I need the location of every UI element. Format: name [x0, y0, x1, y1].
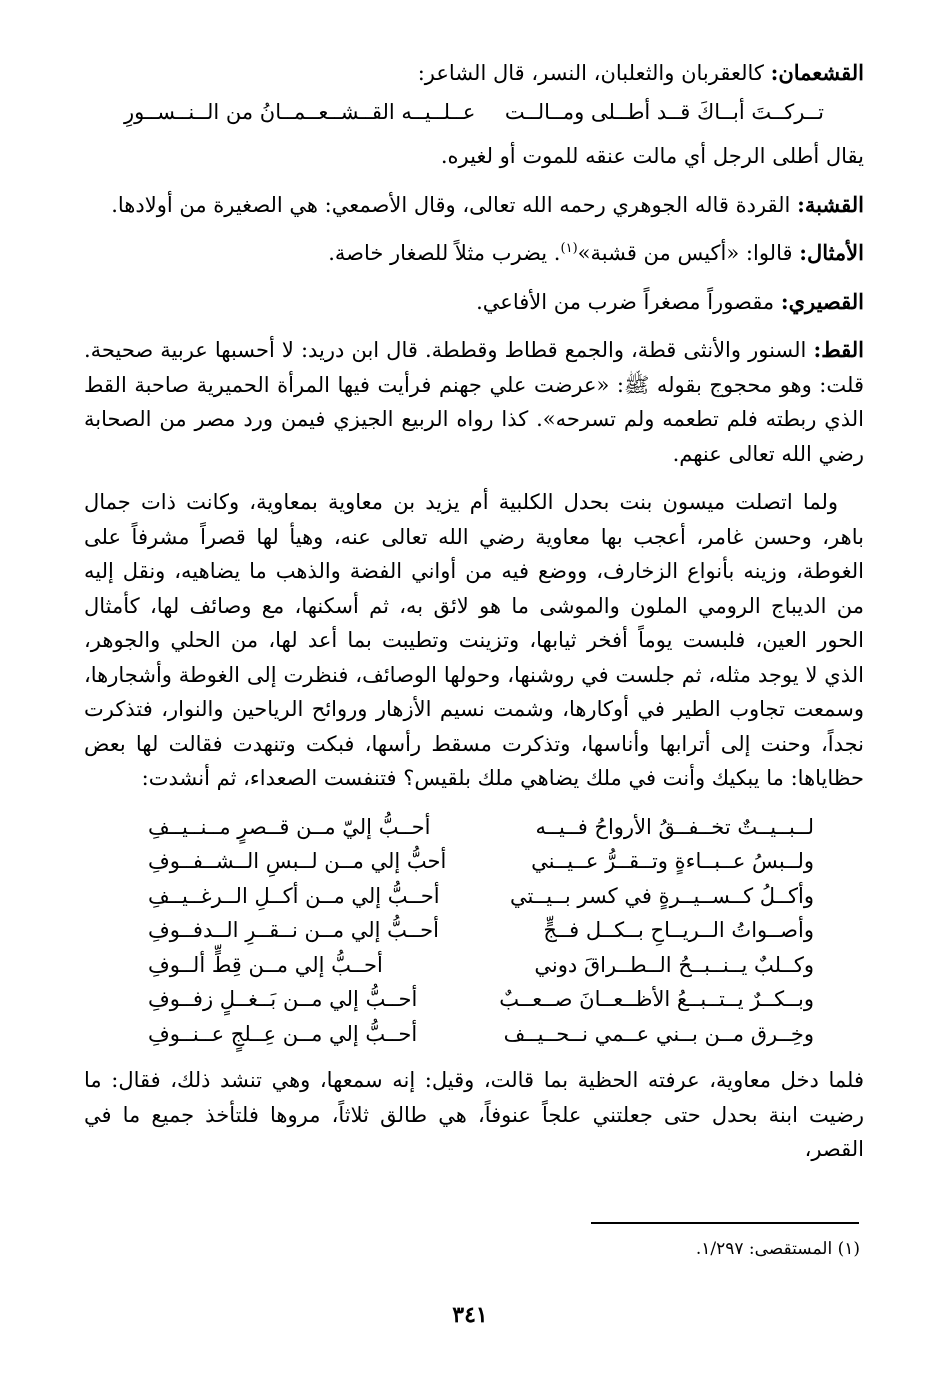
- entry-text: قالوا: «أكيس من قشبة»: [577, 241, 800, 265]
- verse-second-hemistich: عــلــيــه القــشــعــمــانُ من الــنــســورِ: [124, 99, 476, 124]
- poem-second-hemistich: أحــبُّ إلي مــن عِــلجٍ عــنــوفِ: [148, 1021, 418, 1046]
- entry-term: القط:: [813, 337, 864, 362]
- poem-second-hemistich: أحبُّ إلي مــن لــبسِ الــشــفــوفِ: [148, 849, 447, 873]
- entry-text: السنور والأنثى قطة، والجمع قطاط وقططة. قال ابن دريد: لا أحسبها عربية صحيحة. قلت: وهو محجوج بقوله ﷺ: «عرضت علي جهنم فرأيت فيها المرأة الحميرية صاحبة القط الذي ربطته فلم تطعمه ولم تسرحه». كذا رواه الربيع الجيزي فيمن ورد مصر من الصحابة رضي الله تعالى عنهم.: [84, 338, 864, 466]
- poem-first-hemistich: وكــلبٌ يــنــبــحُ الــطــراقَ دوني: [534, 952, 814, 977]
- verse-first-hemistich: تــركــتَ أبــاكَ قــد أطــلى ومــالــت: [504, 99, 824, 124]
- poem-line: [84, 810, 864, 845]
- footnote-reference[interactable]: (١): [560, 241, 578, 256]
- entry-term: الأمثال:: [799, 240, 864, 265]
- entry-qusayri: [84, 285, 864, 320]
- poem-line: [84, 982, 864, 1017]
- page-body: [84, 56, 864, 1167]
- page-number: ٣٤١: [452, 1302, 488, 1328]
- entry-amthal: [84, 236, 864, 271]
- entry-text: القردة قاله الجوهري رحمه الله تعالى، وقال الأصمعي: هي الصغيرة من أولادها.: [111, 192, 798, 217]
- entry-text: مقصوراً مصغراً ضرب من الأفاعي.: [476, 289, 781, 314]
- verse-line: [84, 95, 864, 130]
- footnote: (١) المستقصى: ١/٢٩٧.: [695, 1239, 860, 1259]
- poem-line: [84, 913, 864, 948]
- poem-second-hemistich: أحــبُّ إلي مــن قِطٍّ ألــوفِ: [148, 952, 383, 977]
- entry-paragraph: [84, 285, 864, 320]
- entry-paragraph: [84, 333, 864, 471]
- entry-paragraph: [84, 236, 864, 271]
- poem-second-hemistich: أحــبُّ إليّ مــن قــصرٍ مــنــيــفِ: [148, 814, 431, 839]
- poem-first-hemistich: لــبــيــتٌ تخــفــقُ الأرواحُ فــيــه: [535, 814, 814, 839]
- poem-line: [84, 1017, 864, 1052]
- story-paragraph: ولما اتصلت ميسون بنت بحدل الكلبية أم يزيد بن معاوية بمعاوية، وكانت ذات جمال باهر، وحسن غامر، أعجب بها معاوية رضي الله تعالى عنه، وهيأ لها قصراً مشرفاً على الغوطة، وزينه بأنواع الزخارف، ووضع فيه من أواني الفضة والذهب ما يضاهيه، ونقل إليه من الديباج الرومي الملون والموشى ما هو لائق به، ثم أسكنها، مع وصائف لها، كأمثال الحور العين، فلبست يوماً أفخر ثيابها، وتزينت وتطيبت بما أعد لها، من الحلي والجوهر، الذي لا يوجد مثله، ثم جلست في روشنها، وحولها الوصائف، فنظرت إلى الغوطة وأشجارها، وسمعت تجاوب الطير في أوكارها، وشمت نسيم الأزهار وروائح الرياحين والنوار، فتذكرت نجداً، وحنت إلى أترابها وأناسها، وتذكرت مسقط رأسها، فبكت وتنهدت فقالت لها بعض حظاياها: ما يبكيك وأنت في ملك يضاهي ملك بلقيس؟ فتنفست الصعداء، ثم أنشدت:: [84, 490, 864, 790]
- entry-qashba: [84, 188, 864, 223]
- entry-paragraph: [84, 188, 864, 223]
- poem-first-hemistich: ولــبسُ عــبــاءةٍ وتــقــرُّ عــيــني: [531, 849, 814, 873]
- poem-first-hemistich: وأصــواتُ الــريــاحِ بــكــل فــجٍّ: [543, 918, 814, 942]
- footnote-divider: [591, 1222, 859, 1224]
- poem-second-hemistich: أحــبُّ إلي مــن بَــغــلٍ زفــوفِ: [148, 987, 418, 1011]
- poem: [84, 810, 864, 1052]
- entry-term: القصيري:: [780, 288, 864, 314]
- poem-second-hemistich: أحــبُّ إلي مــن أكــلِ الــرغــيــفِ: [148, 883, 440, 908]
- poem-first-hemistich: وبــكــرٌ يــتــبــعُ الأظــعــانَ صــعــبٌ: [499, 987, 814, 1011]
- poem-line: [84, 844, 864, 879]
- entry-term: القشعمان:: [770, 60, 864, 85]
- poem-first-hemistich: وخِــرق مــن بــني عــمي نــحــيــف: [503, 1021, 814, 1046]
- poem-line: [84, 948, 864, 983]
- poem-line: [84, 879, 864, 914]
- poem-first-hemistich: وأكــلُ كــســيــرةٍ في كسر بــيــتي: [510, 883, 814, 908]
- entry-text-continued: . يضرب مثلاً للصغار خاصة.: [328, 241, 561, 265]
- entry-text: كالعقربان والثعلبان، النسر، قال الشاعر:: [417, 61, 771, 85]
- entry-paragraph: [84, 56, 864, 91]
- closing-paragraph: فلما دخل معاوية، عرفته الحظية بما قالت، وقيل: إنه سمعها، وهي تنشد ذلك، فقال: ما رضيت ابنة بحدل حتى جعلتني علجاً عنوفاً، هي طالق ثلاثاً، مروها فلتأخذ جميع ما في القصر،: [84, 1068, 864, 1161]
- poem-second-hemistich: أحــبُّ إلي مــن نــقــرِ الــدفــوفِ: [148, 918, 439, 942]
- entry-qashaman: [84, 56, 864, 174]
- entry-term: القشبة:: [797, 191, 864, 217]
- entry-note: يقال أطلى الرجل أي مالت عنقه للموت أو لغيره.: [440, 144, 864, 168]
- entry-qitt: [84, 333, 864, 471]
